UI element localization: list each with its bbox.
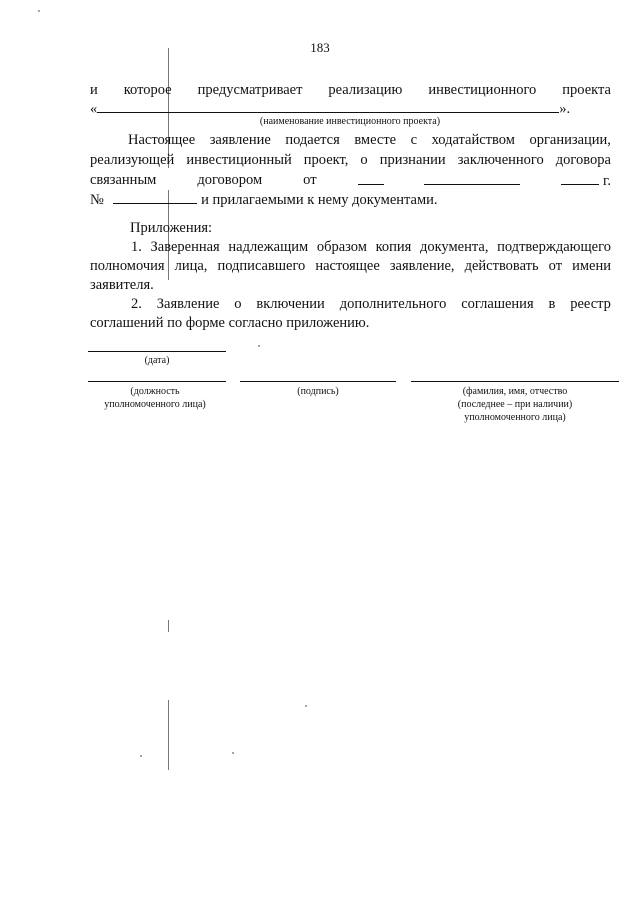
- attachment-word: соглашения: [461, 296, 534, 312]
- position-caption: (должность: [130, 386, 180, 397]
- signature-caption: (подпись): [297, 386, 339, 397]
- para1-word: ходатайством: [431, 132, 515, 148]
- attachment-word: 2.: [131, 296, 142, 312]
- intro-word: предусматривает: [197, 82, 303, 98]
- para1-word: Настоящее: [128, 132, 196, 148]
- contract-number-blank[interactable]: [113, 189, 197, 204]
- attachment-word: образом: [316, 239, 367, 255]
- attachment-word: действовать: [464, 258, 539, 274]
- attachment-word: имени: [572, 258, 611, 274]
- para1-word: заявление: [209, 132, 271, 148]
- full-name-caption: (фамилия, имя, отчество: [462, 386, 568, 397]
- para1-word: договором: [197, 172, 263, 188]
- signature-line[interactable]: [240, 381, 396, 382]
- year-suffix: г.: [603, 173, 611, 189]
- para1-line: [90, 189, 611, 210]
- contract-day-blank[interactable]: [358, 170, 384, 185]
- attachment-word: копия: [375, 239, 412, 255]
- scan-speck: [38, 10, 40, 12]
- attachment-word: лица,: [174, 258, 208, 274]
- contract-year-blank[interactable]: [561, 170, 599, 185]
- attachment-word: включении: [256, 296, 325, 312]
- attachment-word: документа,: [419, 239, 489, 255]
- attachment-word: подтверждающего: [497, 239, 611, 255]
- attachment-word: реестр: [570, 296, 611, 312]
- para1-word: реализующей: [90, 152, 175, 168]
- close-quote: ».: [559, 101, 571, 117]
- attachment-word: заявление,: [389, 258, 455, 274]
- attachments-heading: Приложения:: [130, 220, 213, 236]
- scan-speck: [140, 755, 142, 757]
- para1-line: [90, 150, 611, 170]
- para1-word: заключенного: [457, 152, 544, 168]
- para1-word: подается: [285, 132, 340, 148]
- para1-line: [128, 130, 611, 150]
- para1-tail: и прилагаемыми к нему документами.: [201, 192, 438, 208]
- scan-speck: [232, 752, 234, 754]
- full-name-caption: уполномоченного лица): [464, 412, 566, 423]
- attachment-word: надлежащим: [228, 239, 309, 255]
- scan-margin-mark: [168, 700, 169, 770]
- attachment-word: дополнительного: [339, 296, 447, 312]
- attachment-word: полномочия: [90, 258, 165, 274]
- scan-speck: [305, 705, 307, 707]
- para1-word: вместе: [354, 132, 397, 148]
- attachment-2-line: [131, 294, 611, 314]
- project-name-blank[interactable]: [97, 98, 559, 113]
- attachment-1-line: [90, 256, 611, 276]
- attachment-1-line: заявителя.: [90, 277, 154, 293]
- position-caption: уполномоченного лица): [104, 399, 206, 410]
- attachment-word: в: [548, 296, 556, 312]
- para1-word: проект,: [303, 152, 349, 168]
- date-line[interactable]: [88, 351, 226, 352]
- attachment-word: подписавшего: [217, 258, 306, 274]
- project-name-caption: (наименование инвестиционного проекта): [259, 116, 441, 127]
- full-name-caption: (последнее – при наличии): [457, 399, 573, 410]
- attachment-2-line: соглашений по форме согласно приложению.: [90, 315, 370, 331]
- attachment-word: от: [548, 258, 563, 274]
- para1-word: договора: [555, 152, 611, 168]
- contract-month-blank[interactable]: [424, 170, 520, 185]
- attachment-word: Заявление: [156, 296, 220, 312]
- position-line[interactable]: [88, 381, 226, 382]
- intro-word: инвестиционного: [428, 82, 537, 98]
- para1-word: о: [360, 152, 368, 168]
- attachment-word: 1.: [131, 239, 142, 255]
- para1-line: [90, 170, 611, 191]
- open-quote: «: [90, 101, 98, 117]
- attachment-word: настоящее: [315, 258, 380, 274]
- intro-word: проекта: [562, 82, 611, 98]
- scan-speck: [258, 345, 260, 347]
- para1-word: признании: [379, 152, 446, 168]
- attachment-word: Заверенная: [150, 239, 220, 255]
- intro-word: которое: [123, 82, 172, 98]
- attachment-word: о: [234, 296, 242, 312]
- para1-word: инвестиционный: [186, 152, 292, 168]
- para1-word: связанным: [90, 172, 157, 188]
- intro-word: реализацию: [328, 82, 403, 98]
- page-number: 183: [310, 40, 330, 55]
- para1-word: с: [410, 132, 418, 148]
- full-name-line[interactable]: [411, 381, 619, 382]
- intro-word: и: [90, 82, 98, 98]
- number-sign: №: [90, 192, 104, 208]
- date-caption: (дата): [144, 355, 170, 366]
- scan-margin-mark: [168, 620, 169, 632]
- intro-line: [90, 80, 611, 100]
- para1-word: от: [303, 172, 317, 188]
- para1-word: организации,: [529, 132, 611, 148]
- attachment-1-line: [131, 237, 611, 257]
